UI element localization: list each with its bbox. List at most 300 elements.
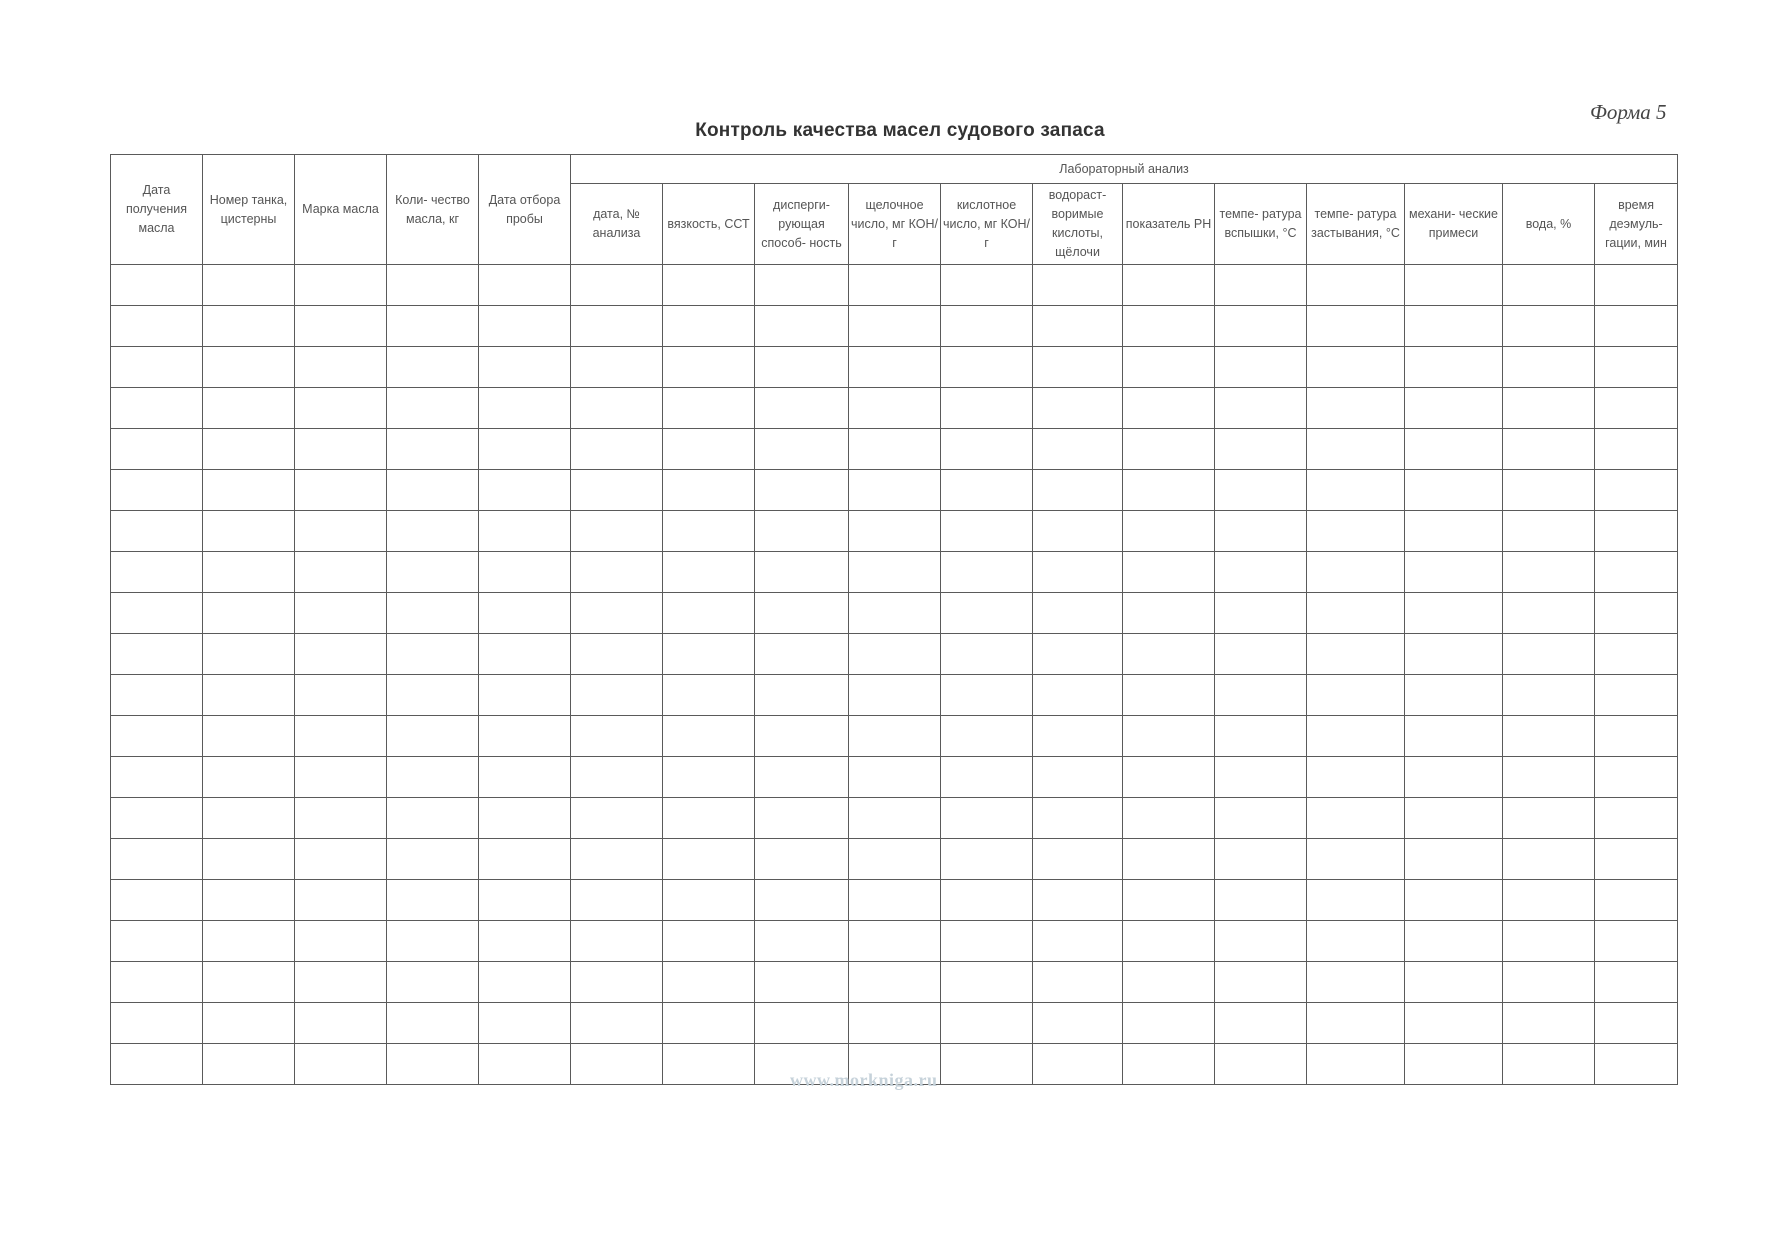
table-cell[interactable] [1503, 470, 1595, 511]
table-cell[interactable] [1307, 962, 1405, 1003]
table-cell[interactable] [941, 388, 1033, 429]
table-cell[interactable] [1307, 470, 1405, 511]
table-cell[interactable] [1123, 593, 1215, 634]
table-cell[interactable] [295, 347, 387, 388]
table-cell[interactable] [1405, 1003, 1503, 1044]
table-cell[interactable] [387, 716, 479, 757]
table-cell[interactable] [203, 880, 295, 921]
table-cell[interactable] [203, 921, 295, 962]
table-cell[interactable] [1503, 388, 1595, 429]
table-cell[interactable] [1595, 306, 1678, 347]
table-cell[interactable] [663, 429, 755, 470]
table-cell[interactable] [1595, 1003, 1678, 1044]
table-cell[interactable] [1033, 921, 1123, 962]
table-cell[interactable] [1123, 306, 1215, 347]
table-cell[interactable] [663, 1044, 755, 1085]
table-cell[interactable] [1595, 921, 1678, 962]
table-cell[interactable] [1033, 511, 1123, 552]
table-cell[interactable] [1033, 388, 1123, 429]
table-cell[interactable] [1405, 757, 1503, 798]
table-cell[interactable] [387, 429, 479, 470]
table-cell[interactable] [111, 757, 203, 798]
table-cell[interactable] [755, 880, 849, 921]
table-cell[interactable] [1405, 798, 1503, 839]
table-cell[interactable] [387, 839, 479, 880]
table-cell[interactable] [663, 593, 755, 634]
table-cell[interactable] [1033, 880, 1123, 921]
table-cell[interactable] [111, 593, 203, 634]
table-cell[interactable] [941, 798, 1033, 839]
table-cell[interactable] [663, 388, 755, 429]
table-cell[interactable] [1215, 798, 1307, 839]
table-cell[interactable] [571, 306, 663, 347]
table-cell[interactable] [203, 1003, 295, 1044]
table-cell[interactable] [479, 593, 571, 634]
table-cell[interactable] [479, 429, 571, 470]
table-cell[interactable] [295, 1003, 387, 1044]
table-cell[interactable] [1405, 306, 1503, 347]
table-cell[interactable] [203, 470, 295, 511]
table-cell[interactable] [1307, 593, 1405, 634]
table-cell[interactable] [479, 675, 571, 716]
table-cell[interactable] [479, 716, 571, 757]
table-cell[interactable] [111, 839, 203, 880]
table-cell[interactable] [387, 552, 479, 593]
table-cell[interactable] [1595, 880, 1678, 921]
table-cell[interactable] [111, 798, 203, 839]
table-cell[interactable] [849, 962, 941, 1003]
table-cell[interactable] [1123, 880, 1215, 921]
table-cell[interactable] [111, 552, 203, 593]
table-cell[interactable] [849, 634, 941, 675]
table-cell[interactable] [295, 388, 387, 429]
table-cell[interactable] [1215, 716, 1307, 757]
table-cell[interactable] [203, 265, 295, 306]
table-cell[interactable] [1595, 429, 1678, 470]
table-cell[interactable] [1033, 552, 1123, 593]
table-cell[interactable] [1215, 921, 1307, 962]
table-cell[interactable] [1595, 511, 1678, 552]
table-cell[interactable] [849, 880, 941, 921]
table-cell[interactable] [571, 265, 663, 306]
table-cell[interactable] [1215, 880, 1307, 921]
table-cell[interactable] [849, 511, 941, 552]
table-cell[interactable] [387, 265, 479, 306]
table-cell[interactable] [1033, 1003, 1123, 1044]
table-cell[interactable] [1123, 511, 1215, 552]
table-cell[interactable] [111, 429, 203, 470]
table-cell[interactable] [203, 839, 295, 880]
table-cell[interactable] [479, 921, 571, 962]
table-cell[interactable] [1307, 675, 1405, 716]
table-cell[interactable] [941, 552, 1033, 593]
table-cell[interactable] [1307, 880, 1405, 921]
table-cell[interactable] [295, 921, 387, 962]
table-cell[interactable] [295, 962, 387, 1003]
table-cell[interactable] [295, 1044, 387, 1085]
table-cell[interactable] [295, 839, 387, 880]
table-cell[interactable] [295, 798, 387, 839]
table-cell[interactable] [1595, 634, 1678, 675]
table-cell[interactable] [849, 839, 941, 880]
table-cell[interactable] [755, 634, 849, 675]
table-cell[interactable] [1405, 265, 1503, 306]
table-cell[interactable] [1307, 634, 1405, 675]
table-cell[interactable] [1215, 470, 1307, 511]
table-cell[interactable] [479, 347, 571, 388]
table-cell[interactable] [571, 757, 663, 798]
table-cell[interactable] [111, 880, 203, 921]
table-cell[interactable] [479, 634, 571, 675]
table-cell[interactable] [1405, 634, 1503, 675]
table-cell[interactable] [849, 757, 941, 798]
table-cell[interactable] [663, 347, 755, 388]
table-cell[interactable] [1123, 921, 1215, 962]
table-cell[interactable] [1307, 798, 1405, 839]
table-cell[interactable] [479, 757, 571, 798]
table-cell[interactable] [479, 798, 571, 839]
table-cell[interactable] [203, 306, 295, 347]
table-cell[interactable] [663, 634, 755, 675]
table-cell[interactable] [755, 388, 849, 429]
table-cell[interactable] [941, 429, 1033, 470]
table-cell[interactable] [1503, 757, 1595, 798]
table-cell[interactable] [203, 1044, 295, 1085]
table-cell[interactable] [941, 1003, 1033, 1044]
table-cell[interactable] [295, 593, 387, 634]
table-cell[interactable] [663, 921, 755, 962]
table-cell[interactable] [755, 921, 849, 962]
table-cell[interactable] [1503, 839, 1595, 880]
table-cell[interactable] [295, 880, 387, 921]
table-cell[interactable] [295, 757, 387, 798]
table-cell[interactable] [1215, 265, 1307, 306]
table-cell[interactable] [1307, 921, 1405, 962]
table-cell[interactable] [849, 265, 941, 306]
table-cell[interactable] [295, 306, 387, 347]
table-cell[interactable] [1595, 757, 1678, 798]
table-cell[interactable] [1595, 1044, 1678, 1085]
table-cell[interactable] [571, 675, 663, 716]
table-cell[interactable] [479, 265, 571, 306]
table-cell[interactable] [571, 962, 663, 1003]
table-cell[interactable] [111, 1044, 203, 1085]
table-cell[interactable] [941, 839, 1033, 880]
table-cell[interactable] [1503, 1044, 1595, 1085]
table-cell[interactable] [663, 839, 755, 880]
table-cell[interactable] [1405, 675, 1503, 716]
table-cell[interactable] [755, 429, 849, 470]
table-cell[interactable] [663, 798, 755, 839]
table-cell[interactable] [571, 347, 663, 388]
table-cell[interactable] [571, 839, 663, 880]
table-cell[interactable] [755, 675, 849, 716]
table-cell[interactable] [1307, 716, 1405, 757]
table-cell[interactable] [1503, 1003, 1595, 1044]
table-cell[interactable] [1033, 306, 1123, 347]
table-cell[interactable] [1215, 634, 1307, 675]
table-cell[interactable] [1503, 429, 1595, 470]
table-cell[interactable] [571, 511, 663, 552]
table-cell[interactable] [387, 757, 479, 798]
table-cell[interactable] [1595, 470, 1678, 511]
table-cell[interactable] [1215, 593, 1307, 634]
table-cell[interactable] [755, 470, 849, 511]
table-cell[interactable] [387, 921, 479, 962]
table-cell[interactable] [849, 675, 941, 716]
table-cell[interactable] [1595, 265, 1678, 306]
table-cell[interactable] [755, 552, 849, 593]
table-cell[interactable] [1503, 552, 1595, 593]
table-cell[interactable] [1307, 429, 1405, 470]
table-cell[interactable] [849, 798, 941, 839]
table-cell[interactable] [1033, 347, 1123, 388]
table-cell[interactable] [1215, 306, 1307, 347]
table-cell[interactable] [1307, 1044, 1405, 1085]
table-cell[interactable] [663, 757, 755, 798]
table-cell[interactable] [663, 552, 755, 593]
table-cell[interactable] [755, 839, 849, 880]
table-cell[interactable] [1595, 388, 1678, 429]
table-cell[interactable] [387, 470, 479, 511]
table-cell[interactable] [111, 388, 203, 429]
table-cell[interactable] [849, 388, 941, 429]
table-cell[interactable] [1595, 593, 1678, 634]
table-cell[interactable] [1033, 839, 1123, 880]
table-cell[interactable] [1123, 470, 1215, 511]
table-cell[interactable] [1503, 593, 1595, 634]
table-cell[interactable] [1033, 634, 1123, 675]
table-cell[interactable] [295, 716, 387, 757]
table-cell[interactable] [1033, 429, 1123, 470]
table-cell[interactable] [1033, 1044, 1123, 1085]
table-cell[interactable] [295, 470, 387, 511]
table-cell[interactable] [941, 675, 1033, 716]
table-cell[interactable] [941, 511, 1033, 552]
table-cell[interactable] [571, 552, 663, 593]
table-cell[interactable] [479, 839, 571, 880]
table-cell[interactable] [203, 552, 295, 593]
table-cell[interactable] [1123, 798, 1215, 839]
table-cell[interactable] [479, 880, 571, 921]
table-cell[interactable] [1033, 593, 1123, 634]
table-cell[interactable] [755, 798, 849, 839]
table-cell[interactable] [849, 1003, 941, 1044]
table-cell[interactable] [849, 921, 941, 962]
table-cell[interactable] [941, 470, 1033, 511]
table-cell[interactable] [941, 634, 1033, 675]
table-cell[interactable] [295, 675, 387, 716]
table-cell[interactable] [1307, 347, 1405, 388]
table-cell[interactable] [387, 634, 479, 675]
table-cell[interactable] [1503, 306, 1595, 347]
table-cell[interactable] [571, 1003, 663, 1044]
table-cell[interactable] [571, 1044, 663, 1085]
table-cell[interactable] [387, 1003, 479, 1044]
table-cell[interactable] [1033, 265, 1123, 306]
table-cell[interactable] [663, 716, 755, 757]
table-cell[interactable] [1215, 839, 1307, 880]
table-cell[interactable] [1123, 675, 1215, 716]
table-cell[interactable] [1215, 388, 1307, 429]
table-cell[interactable] [1503, 675, 1595, 716]
table-cell[interactable] [571, 388, 663, 429]
table-cell[interactable] [1503, 962, 1595, 1003]
table-cell[interactable] [1307, 511, 1405, 552]
table-cell[interactable] [941, 921, 1033, 962]
table-cell[interactable] [663, 962, 755, 1003]
table-cell[interactable] [849, 306, 941, 347]
table-cell[interactable] [387, 388, 479, 429]
table-cell[interactable] [1123, 552, 1215, 593]
table-cell[interactable] [387, 347, 479, 388]
table-cell[interactable] [479, 388, 571, 429]
table-cell[interactable] [203, 798, 295, 839]
table-cell[interactable] [1033, 470, 1123, 511]
table-cell[interactable] [1215, 1044, 1307, 1085]
table-cell[interactable] [203, 716, 295, 757]
table-cell[interactable] [1595, 552, 1678, 593]
table-cell[interactable] [111, 634, 203, 675]
table-cell[interactable] [387, 511, 479, 552]
table-cell[interactable] [755, 757, 849, 798]
table-cell[interactable] [1307, 839, 1405, 880]
table-cell[interactable] [1307, 757, 1405, 798]
table-cell[interactable] [663, 470, 755, 511]
table-cell[interactable] [203, 593, 295, 634]
table-cell[interactable] [663, 511, 755, 552]
table-cell[interactable] [203, 347, 295, 388]
table-cell[interactable] [1503, 265, 1595, 306]
table-cell[interactable] [1215, 757, 1307, 798]
table-cell[interactable] [111, 716, 203, 757]
table-cell[interactable] [387, 962, 479, 1003]
table-cell[interactable] [663, 880, 755, 921]
table-cell[interactable] [941, 1044, 1033, 1085]
table-cell[interactable] [941, 593, 1033, 634]
table-cell[interactable] [1033, 757, 1123, 798]
table-cell[interactable] [849, 470, 941, 511]
table-cell[interactable] [111, 962, 203, 1003]
table-cell[interactable] [1595, 839, 1678, 880]
table-cell[interactable] [1215, 1003, 1307, 1044]
table-cell[interactable] [1123, 757, 1215, 798]
table-cell[interactable] [571, 470, 663, 511]
table-cell[interactable] [1503, 511, 1595, 552]
table-cell[interactable] [663, 306, 755, 347]
table-cell[interactable] [295, 552, 387, 593]
table-cell[interactable] [941, 716, 1033, 757]
table-cell[interactable] [1123, 839, 1215, 880]
table-cell[interactable] [1595, 716, 1678, 757]
table-cell[interactable] [571, 880, 663, 921]
table-cell[interactable] [755, 1003, 849, 1044]
table-cell[interactable] [849, 593, 941, 634]
table-cell[interactable] [1033, 716, 1123, 757]
table-cell[interactable] [1215, 347, 1307, 388]
table-cell[interactable] [1503, 634, 1595, 675]
table-cell[interactable] [663, 1003, 755, 1044]
table-cell[interactable] [387, 593, 479, 634]
table-cell[interactable] [941, 306, 1033, 347]
table-cell[interactable] [1405, 716, 1503, 757]
table-cell[interactable] [1033, 675, 1123, 716]
table-cell[interactable] [1215, 962, 1307, 1003]
table-cell[interactable] [111, 511, 203, 552]
table-cell[interactable] [387, 798, 479, 839]
table-cell[interactable] [941, 962, 1033, 1003]
table-cell[interactable] [203, 634, 295, 675]
table-cell[interactable] [755, 265, 849, 306]
table-cell[interactable] [1123, 634, 1215, 675]
table-cell[interactable] [755, 306, 849, 347]
table-cell[interactable] [1405, 470, 1503, 511]
table-cell[interactable] [295, 511, 387, 552]
table-cell[interactable] [111, 1003, 203, 1044]
table-cell[interactable] [1215, 429, 1307, 470]
table-cell[interactable] [571, 798, 663, 839]
table-cell[interactable] [1123, 1003, 1215, 1044]
table-cell[interactable] [755, 511, 849, 552]
table-cell[interactable] [387, 1044, 479, 1085]
table-cell[interactable] [111, 921, 203, 962]
table-cell[interactable] [295, 634, 387, 675]
table-cell[interactable] [571, 716, 663, 757]
table-cell[interactable] [663, 675, 755, 716]
table-cell[interactable] [1405, 880, 1503, 921]
table-cell[interactable] [1123, 265, 1215, 306]
table-cell[interactable] [1503, 921, 1595, 962]
table-cell[interactable] [1123, 429, 1215, 470]
table-cell[interactable] [941, 347, 1033, 388]
table-cell[interactable] [1405, 388, 1503, 429]
table-cell[interactable] [1503, 880, 1595, 921]
table-cell[interactable] [1405, 511, 1503, 552]
table-cell[interactable] [1405, 839, 1503, 880]
table-cell[interactable] [203, 757, 295, 798]
table-cell[interactable] [1405, 593, 1503, 634]
table-cell[interactable] [941, 757, 1033, 798]
table-cell[interactable] [1215, 552, 1307, 593]
table-cell[interactable] [387, 880, 479, 921]
table-cell[interactable] [849, 552, 941, 593]
table-cell[interactable] [849, 347, 941, 388]
table-cell[interactable] [1595, 962, 1678, 1003]
table-cell[interactable] [1503, 716, 1595, 757]
table-cell[interactable] [1033, 962, 1123, 1003]
table-cell[interactable] [755, 962, 849, 1003]
table-cell[interactable] [203, 675, 295, 716]
table-cell[interactable] [111, 470, 203, 511]
table-cell[interactable] [479, 511, 571, 552]
table-cell[interactable] [479, 1003, 571, 1044]
table-cell[interactable] [387, 675, 479, 716]
table-cell[interactable] [1123, 962, 1215, 1003]
table-cell[interactable] [1307, 552, 1405, 593]
table-cell[interactable] [755, 716, 849, 757]
table-cell[interactable] [1405, 1044, 1503, 1085]
table-cell[interactable] [1595, 798, 1678, 839]
table-cell[interactable] [571, 634, 663, 675]
table-cell[interactable] [849, 429, 941, 470]
table-cell[interactable] [571, 593, 663, 634]
table-cell[interactable] [1307, 388, 1405, 429]
table-cell[interactable] [941, 265, 1033, 306]
table-cell[interactable] [1123, 347, 1215, 388]
table-cell[interactable] [479, 306, 571, 347]
table-cell[interactable] [849, 716, 941, 757]
table-cell[interactable] [941, 880, 1033, 921]
